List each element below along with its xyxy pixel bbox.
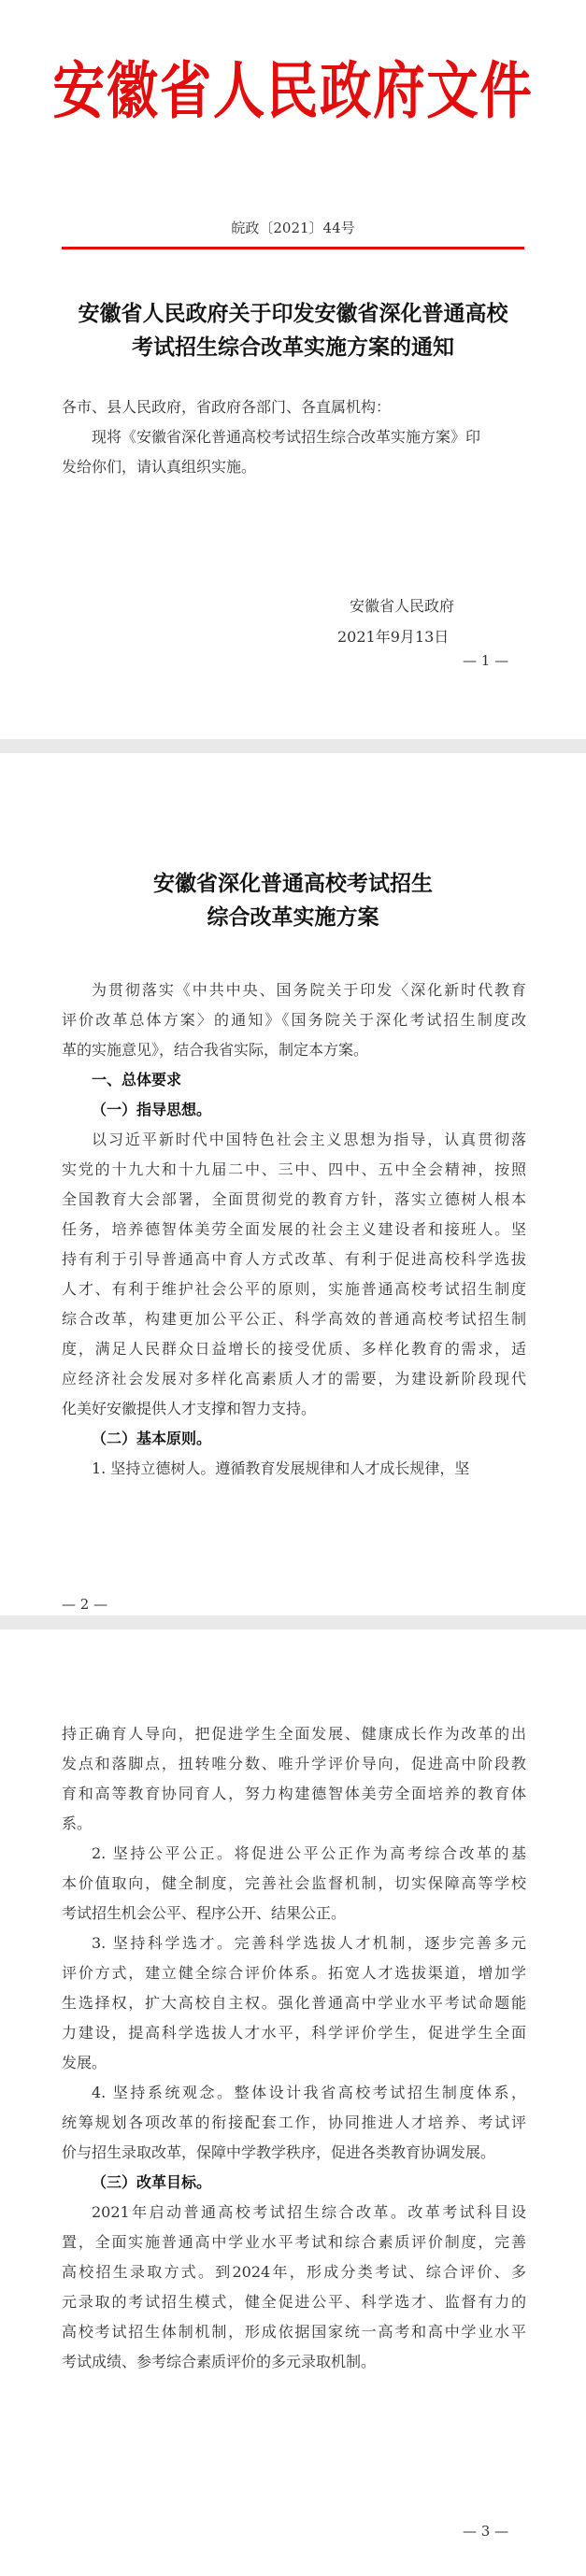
paragraph-line: 2. 坚持公平公正。将促进公平公正作为高考综合改革的基 [92, 1844, 526, 1862]
paragraph-line: 统筹规划各项改革的衔接配套工作，协同推进人才培养、考试评 [62, 2113, 526, 2131]
red-divider-line [62, 247, 524, 249]
paragraph-line: 以习近平新时代中国特色社会主义思想为指导，认真贯彻落 [92, 1131, 526, 1148]
paragraph-line: 评价方式，建立健全综合评价体系。拓宽人才选拔渠道，增加学 [62, 1964, 526, 1982]
body-line-2: 发给你们，请认真组织实施。 [62, 458, 257, 476]
paragraph-line: 持有利于引导普通高中育人方式改革、有利于促进高校科学选拔 [62, 1250, 526, 1268]
paragraph-line: 价与招生录取改革，保障中学教学秩序，促进各类教育协调发展。 [62, 2143, 496, 2161]
paragraph-line: 置，全面实施普通高中学业水平考试和综合素质评价制度，完善 [62, 2233, 526, 2251]
section-heading: 一、总体要求 [92, 1071, 182, 1089]
paragraph-line: 应经济社会发展对多样化高素质人才的需要，为建设新阶段现代 [62, 1370, 526, 1388]
document-page-2 [0, 753, 586, 1615]
paragraph-line: 1. 坚持立德树人。遵循教育发展规律和人才成长规律，坚 [92, 1459, 470, 1477]
paragraph-line: 人才、有利于维护社会公平的原则，实施普通高校考试招生制度 [62, 1280, 526, 1298]
issuer-signature: 安徽省人民政府 [350, 597, 455, 615]
document-page-3 [0, 1630, 586, 2576]
addressee-line: 各市、县人民政府，省政府各部门、各直属机构： [62, 398, 392, 416]
document-number: 皖政〔2021〕44号 [231, 220, 355, 236]
section-heading: （二）基本原则。 [92, 1430, 212, 1447]
paragraph-line: 考试招生机会公平、程序公开、结果公正。 [62, 1904, 347, 1922]
paragraph-line: 发展。 [62, 2054, 107, 2071]
paragraph-line: 本价值取向，健全制度，完善社会监督机制，切实保障高等学校 [62, 1874, 526, 1892]
issue-date: 2021年9月13日 [337, 628, 450, 646]
page-number: — 3 — [463, 2523, 509, 2540]
paragraph-line: 实党的十九大和十九届二中、三中、四中、五中全会精神，按照 [62, 1160, 526, 1178]
paragraph-line: 全国教育大会部署，全面贯彻党的教育方针，落实立德树人根本 [62, 1190, 526, 1208]
plan-heading [37, 867, 549, 934]
plan-body [62, 975, 526, 1484]
paragraph-line: 力建设，提高科学选拔人才水平，科学评价学生，促进学生全面 [62, 2024, 526, 2042]
paragraph-line: 生选择权，扩大高校自主权。强化普通高中学业水平考试命题能 [62, 1994, 526, 2012]
paragraph-line: 革的实施意见》，结合我省实际，制定本方案。 [62, 1041, 369, 1059]
notice-body [62, 392, 526, 482]
paragraph-line: 高校招生录取方式。到2024年，形成分类考试、综合评价、多 [62, 2263, 526, 2281]
page-number: — 2 — [62, 1596, 108, 1613]
plan-body-continued [62, 1719, 526, 2377]
paragraph-line: 任务，培养德智体美劳全面发展的社会主义建设者和接班人。坚 [62, 1220, 526, 1238]
document-header-title: 安徽省人民政府文件 [52, 54, 534, 127]
paragraph-line: 为贯彻落实《中共中央、国务院关于印发〈深化新时代教育 [92, 981, 526, 999]
paragraph-line: 育和高等教育协同育人，努力构建德智体美劳全面培养的教育体 [62, 1785, 526, 1802]
paragraph-line: 元录取的考试招生模式，健全促进公平、科学选才、监督有力的 [62, 2293, 526, 2311]
paragraph-line: 考试成绩、参考综合素质评价的多元录取机制。 [62, 2353, 377, 2370]
paragraph-line: 发点和落脚点，扭转唯分数、唯升学评价导向，促进高中阶段教 [62, 1755, 526, 1772]
paragraph-line: 3. 坚持科学选才。完善科学选拔人才机制，逐步完善多元 [92, 1934, 526, 1952]
paragraph-line: 2021年启动普通高校考试招生综合改革。改革考试科目设 [92, 2203, 526, 2221]
page-number: — 1 — [463, 652, 509, 669]
plan-heading-line-2: 综合改革实施方案 [207, 904, 379, 930]
plan-heading-line-1: 安徽省深化普通高校考试招生 [153, 871, 433, 896]
notice-heading-line-2: 考试招生综合改革实施方案的通知 [132, 334, 454, 360]
paragraph-line: 评价改革总体方案〉的通知》《国务院关于深化考试招生制度改 [62, 1011, 526, 1029]
paragraph-line: 高校考试招生体制机制，形成依据国家统一高考和高中学业水平 [62, 2323, 526, 2341]
paragraph-line: 化美好安徽提供人才支撑和智力支持。 [62, 1400, 317, 1417]
notice-heading [37, 297, 549, 364]
paragraph-line: 系。 [62, 1815, 93, 1832]
section-heading: （三）改革目标。 [92, 2173, 212, 2191]
notice-heading-line-1: 安徽省人民政府关于印发安徽省深化普通高校 [78, 301, 508, 326]
paragraph-line: 综合改革，构建更加公平公正、科学高效的普通高校考试招生制 [62, 1310, 526, 1328]
section-heading: （一）指导思想。 [92, 1101, 212, 1118]
body-line-1: 现将《安徽省深化普通高校考试招生综合改革实施方案》印 [92, 428, 481, 446]
paragraph-line: 持正确育人导向，把促进学生全面发展、健康成长作为改革的出 [62, 1725, 526, 1743]
paragraph-line: 度，满足人民群众日益增长的接受优质、多样化教育的需求，适 [62, 1340, 526, 1358]
document-page-1 [0, 0, 586, 739]
paragraph-line: 4. 坚持系统观念。整体设计我省高校考试招生制度体系， [92, 2084, 526, 2101]
